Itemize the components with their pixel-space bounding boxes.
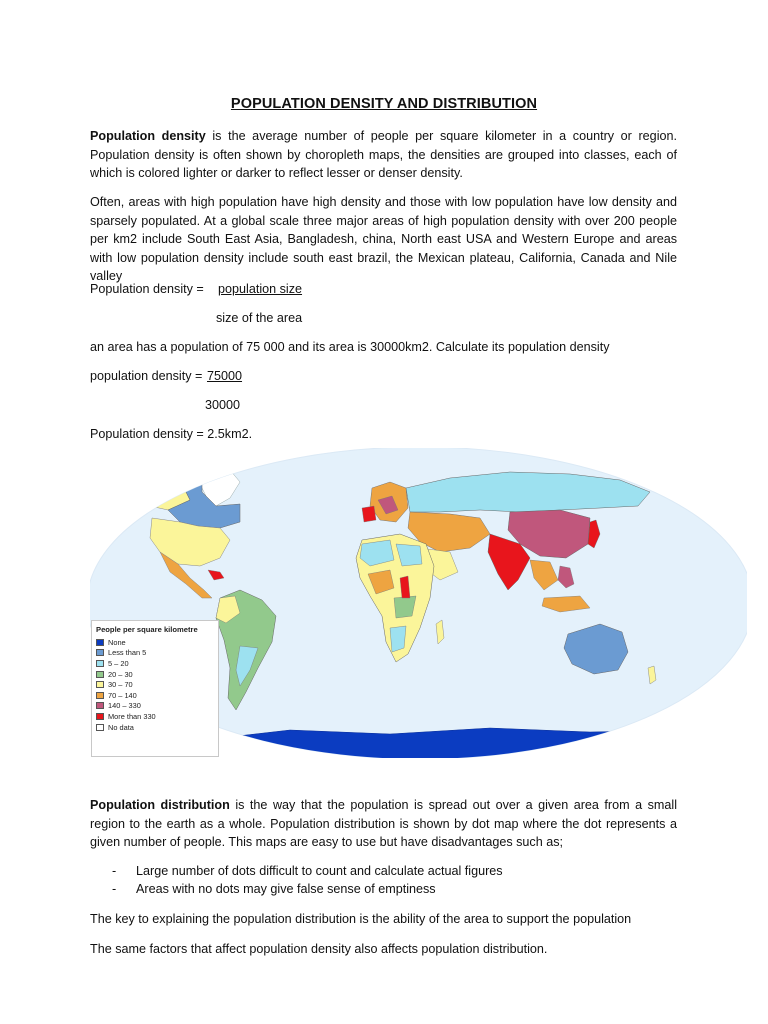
legend-item (96, 658, 214, 669)
legend-item (96, 637, 214, 648)
legend-rows (96, 637, 214, 732)
legend-label: Less than 5 (108, 648, 147, 658)
paragraph-density-definition (90, 127, 677, 183)
legend-item (96, 701, 214, 712)
legend-item (96, 690, 214, 701)
legend-label: No data (108, 722, 134, 732)
example-numerator: 75000 (207, 369, 243, 383)
term-population-density: Population density (90, 129, 206, 143)
example-denominator: 30000 (205, 398, 241, 412)
paragraph-key-explanation: The key to explaining the population distribution is the ability of the area to support the population (90, 912, 632, 926)
list-item (112, 880, 503, 898)
bullet-dash: - (112, 864, 117, 878)
legend-item (96, 722, 214, 733)
legend-label: More than 330 (108, 711, 156, 721)
legend-title: People per square kilometre (96, 625, 198, 634)
legend-swatch (96, 649, 104, 656)
bullet-dash: - (112, 882, 117, 896)
paragraph-distribution-definition (90, 796, 677, 852)
legend-label: 70 – 140 (108, 690, 137, 700)
legend-swatch (96, 681, 104, 688)
example-answer: Population density = 2.5km2. (90, 427, 253, 441)
formula-numerator: population size (218, 282, 303, 296)
density-definition-text: is the average number of people per square kilometer in a country or region. Population density is often shown by choropleth maps, the densities are grouped into classes, each of which is colored lighter or darker to reflect lesser or denser density. (90, 129, 677, 181)
example-question: an area has a population of 75 000 and its area is 30000km2. Calculate its population density (90, 340, 610, 354)
legend-label: 5 – 20 (108, 658, 129, 668)
paragraph-same-factors: The same factors that affect population density also affects population distribution. (90, 942, 548, 956)
list-item-text: Areas with no dots may give false sense of emptiness (136, 882, 436, 896)
example-label: population density = (90, 369, 203, 383)
legend-swatch (96, 692, 104, 699)
legend-label: 30 – 70 (108, 680, 133, 690)
list-item (112, 862, 503, 880)
page-title: POPULATION DENSITY AND DISTRIBUTION (230, 96, 538, 112)
legend-swatch (96, 713, 104, 720)
legend-label: 140 – 330 (108, 701, 141, 711)
formula-denominator: size of the area (216, 311, 303, 325)
map-legend (91, 620, 219, 757)
legend-label: None (108, 637, 126, 647)
legend-item (96, 679, 214, 690)
paragraph-density-areas: Often, areas with high population have high density and those with low population have low density and sparsely populated. At a global scale three major areas of high population density with over 200 people per km2 include South East Asia, Bangladesh, china, North east USA and Western Europe and areas with low population density include south east brazil, the Mexican plateau, California, Canada and Nile valley (90, 195, 677, 284)
legend-item (96, 648, 214, 659)
legend-swatch (96, 660, 104, 667)
legend-label: 20 – 30 (108, 669, 133, 679)
legend-swatch (96, 724, 104, 731)
legend-swatch (96, 702, 104, 709)
formula-label: Population density = (90, 282, 204, 296)
legend-item (96, 711, 214, 722)
distribution-definition-text: is the way that the population is spread out over a given area from a small region to the earth as a whole. Population distribution is shown by dot map where the dot represents a given number of people. This maps are easy to use but have disadvantages such as; (90, 798, 678, 850)
term-population-distribution: Population distribution (90, 798, 230, 812)
list-item-text: Large number of dots difficult to count and calculate actual figures (136, 864, 503, 878)
legend-swatch (96, 671, 104, 678)
disadvantages-list (112, 862, 503, 898)
legend-item (96, 669, 214, 680)
legend-swatch (96, 639, 104, 646)
